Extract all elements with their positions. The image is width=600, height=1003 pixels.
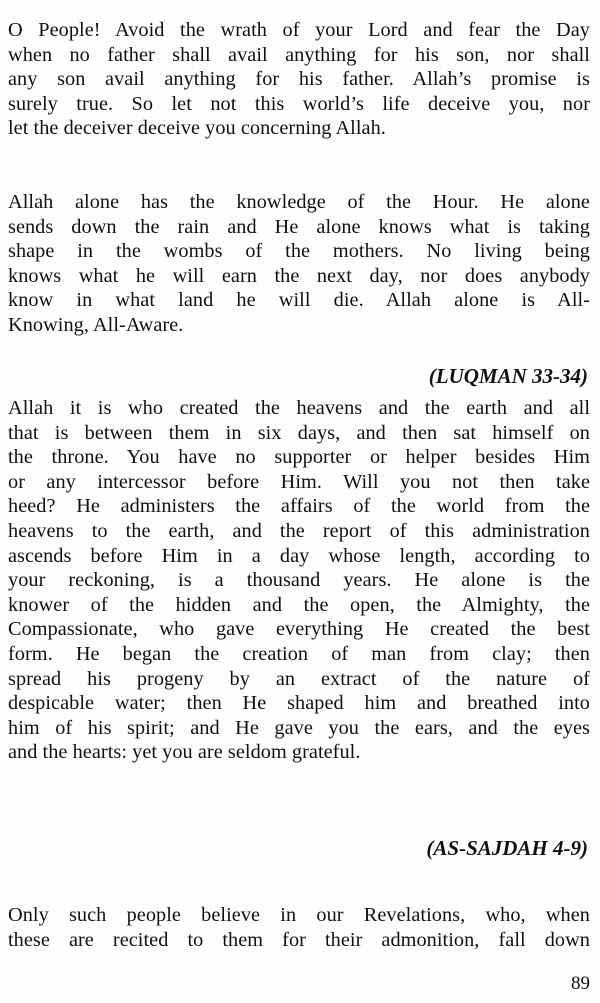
citation-as-sajdah: (AS-SAJDAH 4-9) [426,836,588,860]
paragraph-line: surely true. So let not this world’s life deceive you, nor [8,92,590,115]
paragraph-1 [8,18,590,141]
paragraph-line: Allah it is who created the heavens and the earth and all [8,397,590,419]
paragraph-line: know in what land he will die. Allah alone is All- [8,289,590,312]
paragraph-line: him of his spirit; and He gave you the ears, and the eyes [8,716,590,739]
paragraph-line: spread his progeny by an extract of the nature of [8,667,590,690]
paragraph-line: form. He began the creation of man from clay; then [8,642,590,665]
paragraph-line: knows what he will earn the next day, nor does anybody [8,264,590,287]
paragraph-line: let the deceiver deceive you concerning Allah. [8,117,386,140]
page-number: 89 [571,973,590,994]
paragraph-line: and the hearts: yet you are seldom grateful. [8,741,361,764]
paragraph-line: the throne. You have no supporter or helper besides Him [8,446,590,469]
citation-luqman: (LUQMAN 33-34) [428,364,588,388]
paragraph-line: despicable water; then He shaped him and breathed into [8,692,590,715]
paragraph-line: or any intercessor before Him. Will you not then take [8,470,590,493]
paragraph-line: these are recited to them for their admonition, fall down [8,928,590,951]
paragraph-2 [8,190,590,338]
paragraph-4 [8,903,590,952]
paragraph-line: shape in the wombs of the mothers. No living being [8,240,590,263]
paragraph-line: heed? He administers the affairs of the world from the [8,495,590,518]
paragraph-line: Compassionate, who gave everything He created the best [8,618,590,641]
paragraph-line: Only such people believe in our Revelations, who, when [8,904,590,926]
paragraph-line: that is between them in six days, and then sat himself on [8,421,590,444]
paragraph-line: any son avail anything for his father. Allah’s promise is [8,68,590,91]
paragraph-line: O People! Avoid the wrath of your Lord and fear the Day [8,19,590,41]
paragraph-line: heavens to the earth, and the report of this administration [8,519,590,542]
paragraph-line: Allah alone has the knowledge of the Hour. He alone [8,191,590,213]
paragraph-line: sends down the rain and He alone knows what is taking [8,215,590,238]
paragraph-line: when no father shall avail anything for his son, nor shall [8,43,590,66]
paragraph-line: your reckoning, is a thousand years. He alone is the [8,569,590,592]
paragraph-line: Knowing, All-Aware. [8,313,184,336]
paragraph-3 [8,396,590,765]
paragraph-line: ascends before Him in a day whose length, according to [8,544,590,567]
paragraph-line: knower of the hidden and the open, the Almighty, the [8,593,590,616]
